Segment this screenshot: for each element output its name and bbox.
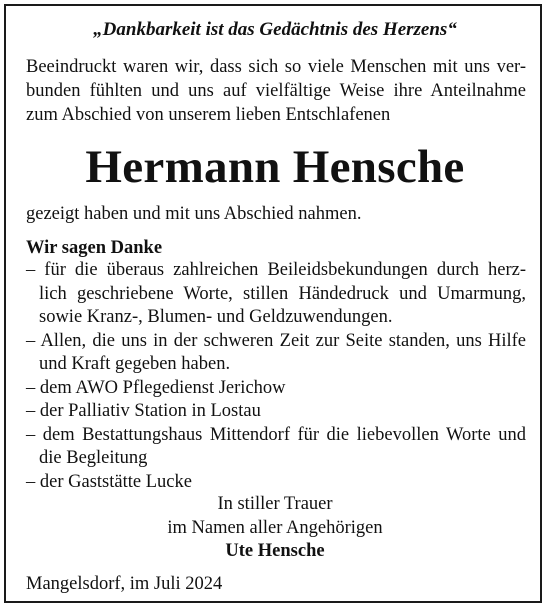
- intro-line: zum Abschied von unserem lieben Entschlafenen: [26, 105, 391, 125]
- thanks-line: und Kraft gegeben haben.: [39, 354, 231, 374]
- thanks-item: [26, 471, 526, 495]
- thanks-line: – dem Bestattungshaus Mittendorf für die liebevollen Worte und: [26, 424, 526, 445]
- farewell-sentence: gezeigt haben und mit uns Abschied nahmen.: [26, 204, 362, 224]
- deceased-name: Hermann Hensche: [85, 141, 465, 193]
- mourning-line: In stiller Trauer: [217, 494, 333, 514]
- intro-line: bunden fühlten und uns auf vielfältige Weise ihre Anteilnahme: [26, 81, 526, 101]
- thanks-item: [26, 259, 526, 330]
- thanks-line: sowie Kranz-, Blumen- und Geldzuwendungen.: [39, 307, 393, 327]
- thanks-line: – Allen, die uns in der schweren Zeit zur Seite standen, uns Hilfe: [26, 330, 526, 351]
- family-line: im Namen aller Angehörigen: [167, 517, 383, 538]
- mourning-block: [0, 493, 550, 564]
- thanks-item: [26, 400, 526, 424]
- thanks-item: [26, 377, 526, 401]
- thanks-line: die Begleitung: [39, 448, 148, 468]
- thanks-heading: Wir sagen Danke: [26, 238, 163, 258]
- intro-line: Beeindruckt waren wir, dass sich so viele Menschen mit uns ver-: [26, 57, 526, 77]
- motto-quote: „Dankbarkeit ist das Gedächtnis des Herzens“: [93, 19, 457, 40]
- thanks-line: – für die überaus zahlreichen Beileidsbekundungen durch herz-: [26, 260, 526, 280]
- place-and-date: Mangelsdorf, im Juli 2024: [26, 574, 223, 594]
- signer-name: Ute Hensche: [225, 541, 325, 561]
- intro-paragraph: [26, 55, 526, 127]
- thanks-line: – der Palliativ Station in Lostau: [26, 401, 261, 421]
- thanks-line: – der Gaststätte Lucke: [26, 471, 192, 492]
- thanks-item: [26, 330, 526, 377]
- thanks-line: lich geschriebene Worte, stillen Händedruck und Umarmung,: [39, 283, 526, 304]
- thanks-list: [26, 259, 526, 494]
- thanks-line: – dem AWO Pflegedienst Jerichow: [26, 377, 286, 398]
- thanks-item: [26, 424, 526, 471]
